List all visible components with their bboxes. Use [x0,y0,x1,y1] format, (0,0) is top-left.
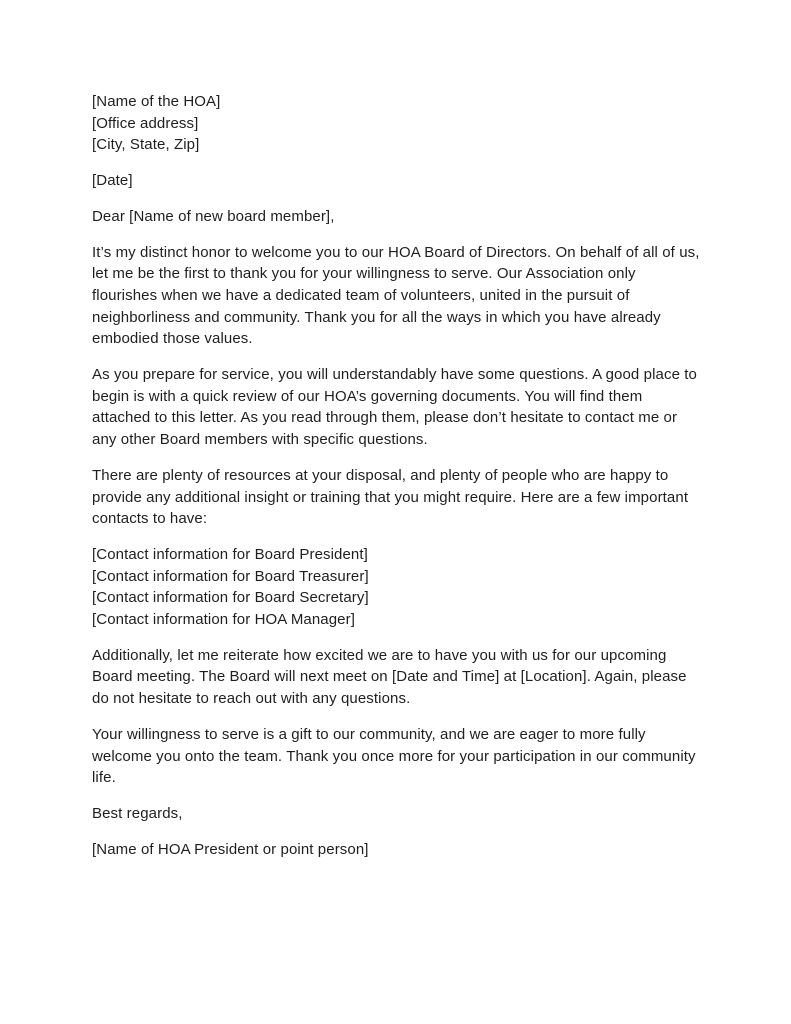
body-paragraph-welcome: It’s my distinct honor to welcome you to our HOA Board of Directors. On behalf of all of us, let me be the first to thank you for your willingness to serve. Our Association only flourishes when we have a dedicated team of volunteers, united in the pursuit of neighborliness and community. Thank you for all the ways in which you have already embodied those values. [92,243,700,348]
contact-list-block [92,544,700,631]
contact-line-president: [Contact information for Board President] [92,545,368,563]
contact-line-treasurer: [Contact information for Board Treasurer] [92,567,369,585]
sender-address-block [92,91,700,156]
body-paragraph-governing-documents: As you prepare for service, you will understandably have some questions. A good place to begin is with a quick review of our HOA’s governing documents. You will find them attached to this letter. As you read through them, please don’t hesitate to contact me or any other Board members with specific questions. [92,366,697,449]
sender-hoa-name: [Name of the HOA] [92,93,221,110]
body-paragraph-thanks: Your willingness to serve is a gift to our community, and we are eager to more fully welcome you onto the team. Thank you once more for your participation in our community life. [92,725,696,787]
contact-line-hoa-manager: [Contact information for HOA Manager] [92,611,355,629]
signoff: Best regards, [92,804,183,822]
date-line: [Date] [92,172,133,190]
body-paragraph-board-meeting: Additionally, let me reiterate how excited we are to have you with us for our upcoming Board meeting. The Board will next meet on [Date and Time] at [Location]. Again, please do not hesitate to reach out with any questions. [92,646,687,708]
sender-city-state-zip: [City, State, Zip] [92,136,200,154]
sender-office-address: [Office address] [92,114,199,132]
signature-line: [Name of HOA President or point person] [92,840,369,858]
contact-line-secretary: [Contact information for Board Secretary] [92,589,369,607]
letter-body [92,91,700,874]
body-paragraph-resources: There are plenty of resources at your disposal, and plenty of people who are happy to provide any additional insight or training that you might require. Here are a few important contacts to have: [92,466,689,528]
salutation: Dear [Name of new board member], [92,207,335,225]
